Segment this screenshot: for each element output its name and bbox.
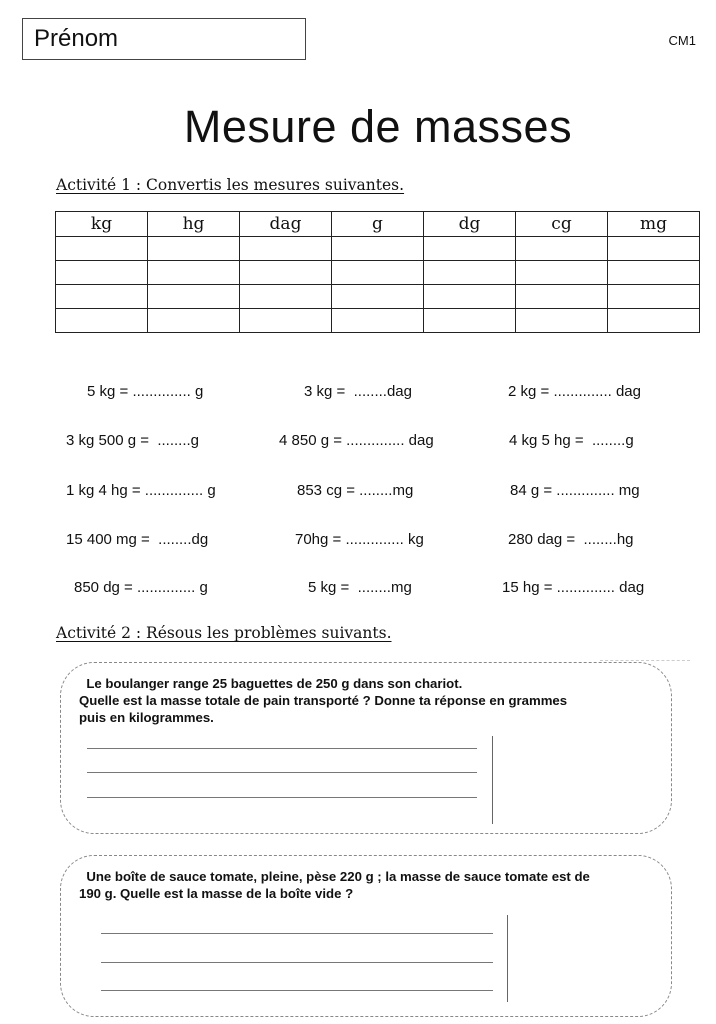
conversion-cell[interactable] [516,309,608,333]
conversion-cell[interactable] [240,285,332,309]
conversion-cell[interactable] [424,237,516,261]
exercise-4-1[interactable]: 15 400 mg = ........dg [66,531,209,548]
conversion-cell[interactable] [240,237,332,261]
answer-line[interactable] [87,748,477,749]
conversion-cell[interactable] [424,261,516,285]
exercise-3-3[interactable]: 84 g = .............. mg [510,482,640,499]
answer-line[interactable] [101,990,493,991]
conversion-cell[interactable] [56,261,148,285]
class-level: CM1 [668,33,696,48]
conversion-cell[interactable] [332,309,424,333]
exercise-2-1[interactable]: 3 kg 500 g = ........g [66,432,200,449]
conversion-cell[interactable] [56,285,148,309]
conversion-cell[interactable] [608,309,700,333]
conversion-cell[interactable] [424,309,516,333]
exercise-4-2[interactable]: 70hg = .............. kg [295,531,424,548]
activity-2-heading: Activité 2 : Résous les problèmes suivants. [56,624,392,642]
exercise-3-1[interactable]: 1 kg 4 hg = .............. g [66,482,216,499]
conversion-cell[interactable] [516,285,608,309]
conversion-cell[interactable] [608,285,700,309]
exercise-1-3[interactable]: 2 kg = .............. dag [508,383,641,400]
problem-2-line-2: 190 g. Quelle est la masse de la boîte vide ? [79,886,354,901]
conversion-cell[interactable] [148,309,240,333]
conversion-cell[interactable] [148,261,240,285]
conversion-cell[interactable] [332,237,424,261]
problem-1-text [79,675,567,726]
exercise-5-1[interactable]: 850 dg = .............. g [74,579,208,596]
conversion-cell[interactable] [424,285,516,309]
conversion-table [55,211,700,333]
answer-separator [507,915,508,1002]
answer-line[interactable] [101,933,493,934]
answer-line[interactable] [101,962,493,963]
activity-1-heading: Activité 1 : Convertis les mesures suivantes. [56,176,405,194]
answer-line[interactable] [87,797,477,798]
problem-1-line-2: Quelle est la masse totale de pain transporté ? Donne ta réponse en grammes [79,693,568,708]
unit-header-dg: dg [424,212,516,237]
conversion-cell[interactable] [56,237,148,261]
problem-2-text [79,868,590,902]
unit-header-hg: hg [148,212,240,237]
problem-2-line-1: Une boîte de sauce tomate, pleine, pèse 220 g ; la masse de sauce tomate est de [79,869,590,884]
answer-line[interactable] [87,772,477,773]
exercise-5-3[interactable]: 15 hg = .............. dag [502,579,645,596]
conversion-cell[interactable] [516,261,608,285]
exercise-3-2[interactable]: 853 cg = ........mg [297,482,414,499]
exercise-1-2[interactable]: 3 kg = ........dag [304,383,412,400]
conversion-cell[interactable] [516,237,608,261]
name-field[interactable] [22,18,306,60]
conversion-cell[interactable] [148,237,240,261]
conversion-cell[interactable] [240,261,332,285]
unit-header-g: g [332,212,424,237]
conversion-cell[interactable] [148,285,240,309]
conversion-table-row [56,261,700,285]
conversion-table-header [56,212,700,237]
conversion-cell[interactable] [56,309,148,333]
answer-separator [492,736,493,824]
conversion-cell[interactable] [332,261,424,285]
conversion-cell[interactable] [240,309,332,333]
problem-1-line-1: Le boulanger range 25 baguettes de 250 g dans son chariot. [79,676,463,691]
conversion-cell[interactable] [608,261,700,285]
conversion-table-row [56,309,700,333]
exercise-5-2[interactable]: 5 kg = ........mg [308,579,412,596]
problem-1-line-3: puis en kilogrammes. [79,710,214,725]
page-title: Mesure de masses [183,101,573,152]
unit-header-mg: mg [608,212,700,237]
conversion-cell[interactable] [608,237,700,261]
exercise-2-2[interactable]: 4 850 g = .............. dag [279,432,434,449]
divider [600,660,690,661]
exercise-2-3[interactable]: 4 kg 5 hg = ........g [509,432,634,449]
unit-header-cg: cg [516,212,608,237]
exercise-1-1[interactable]: 5 kg = .............. g [87,383,204,400]
exercise-4-3[interactable]: 280 dag = ........hg [508,531,634,548]
conversion-table-row [56,285,700,309]
unit-header-kg: kg [56,212,148,237]
conversion-table-row [56,237,700,261]
unit-header-dag: dag [240,212,332,237]
conversion-cell[interactable] [332,285,424,309]
name-label: Prénom [34,25,119,52]
